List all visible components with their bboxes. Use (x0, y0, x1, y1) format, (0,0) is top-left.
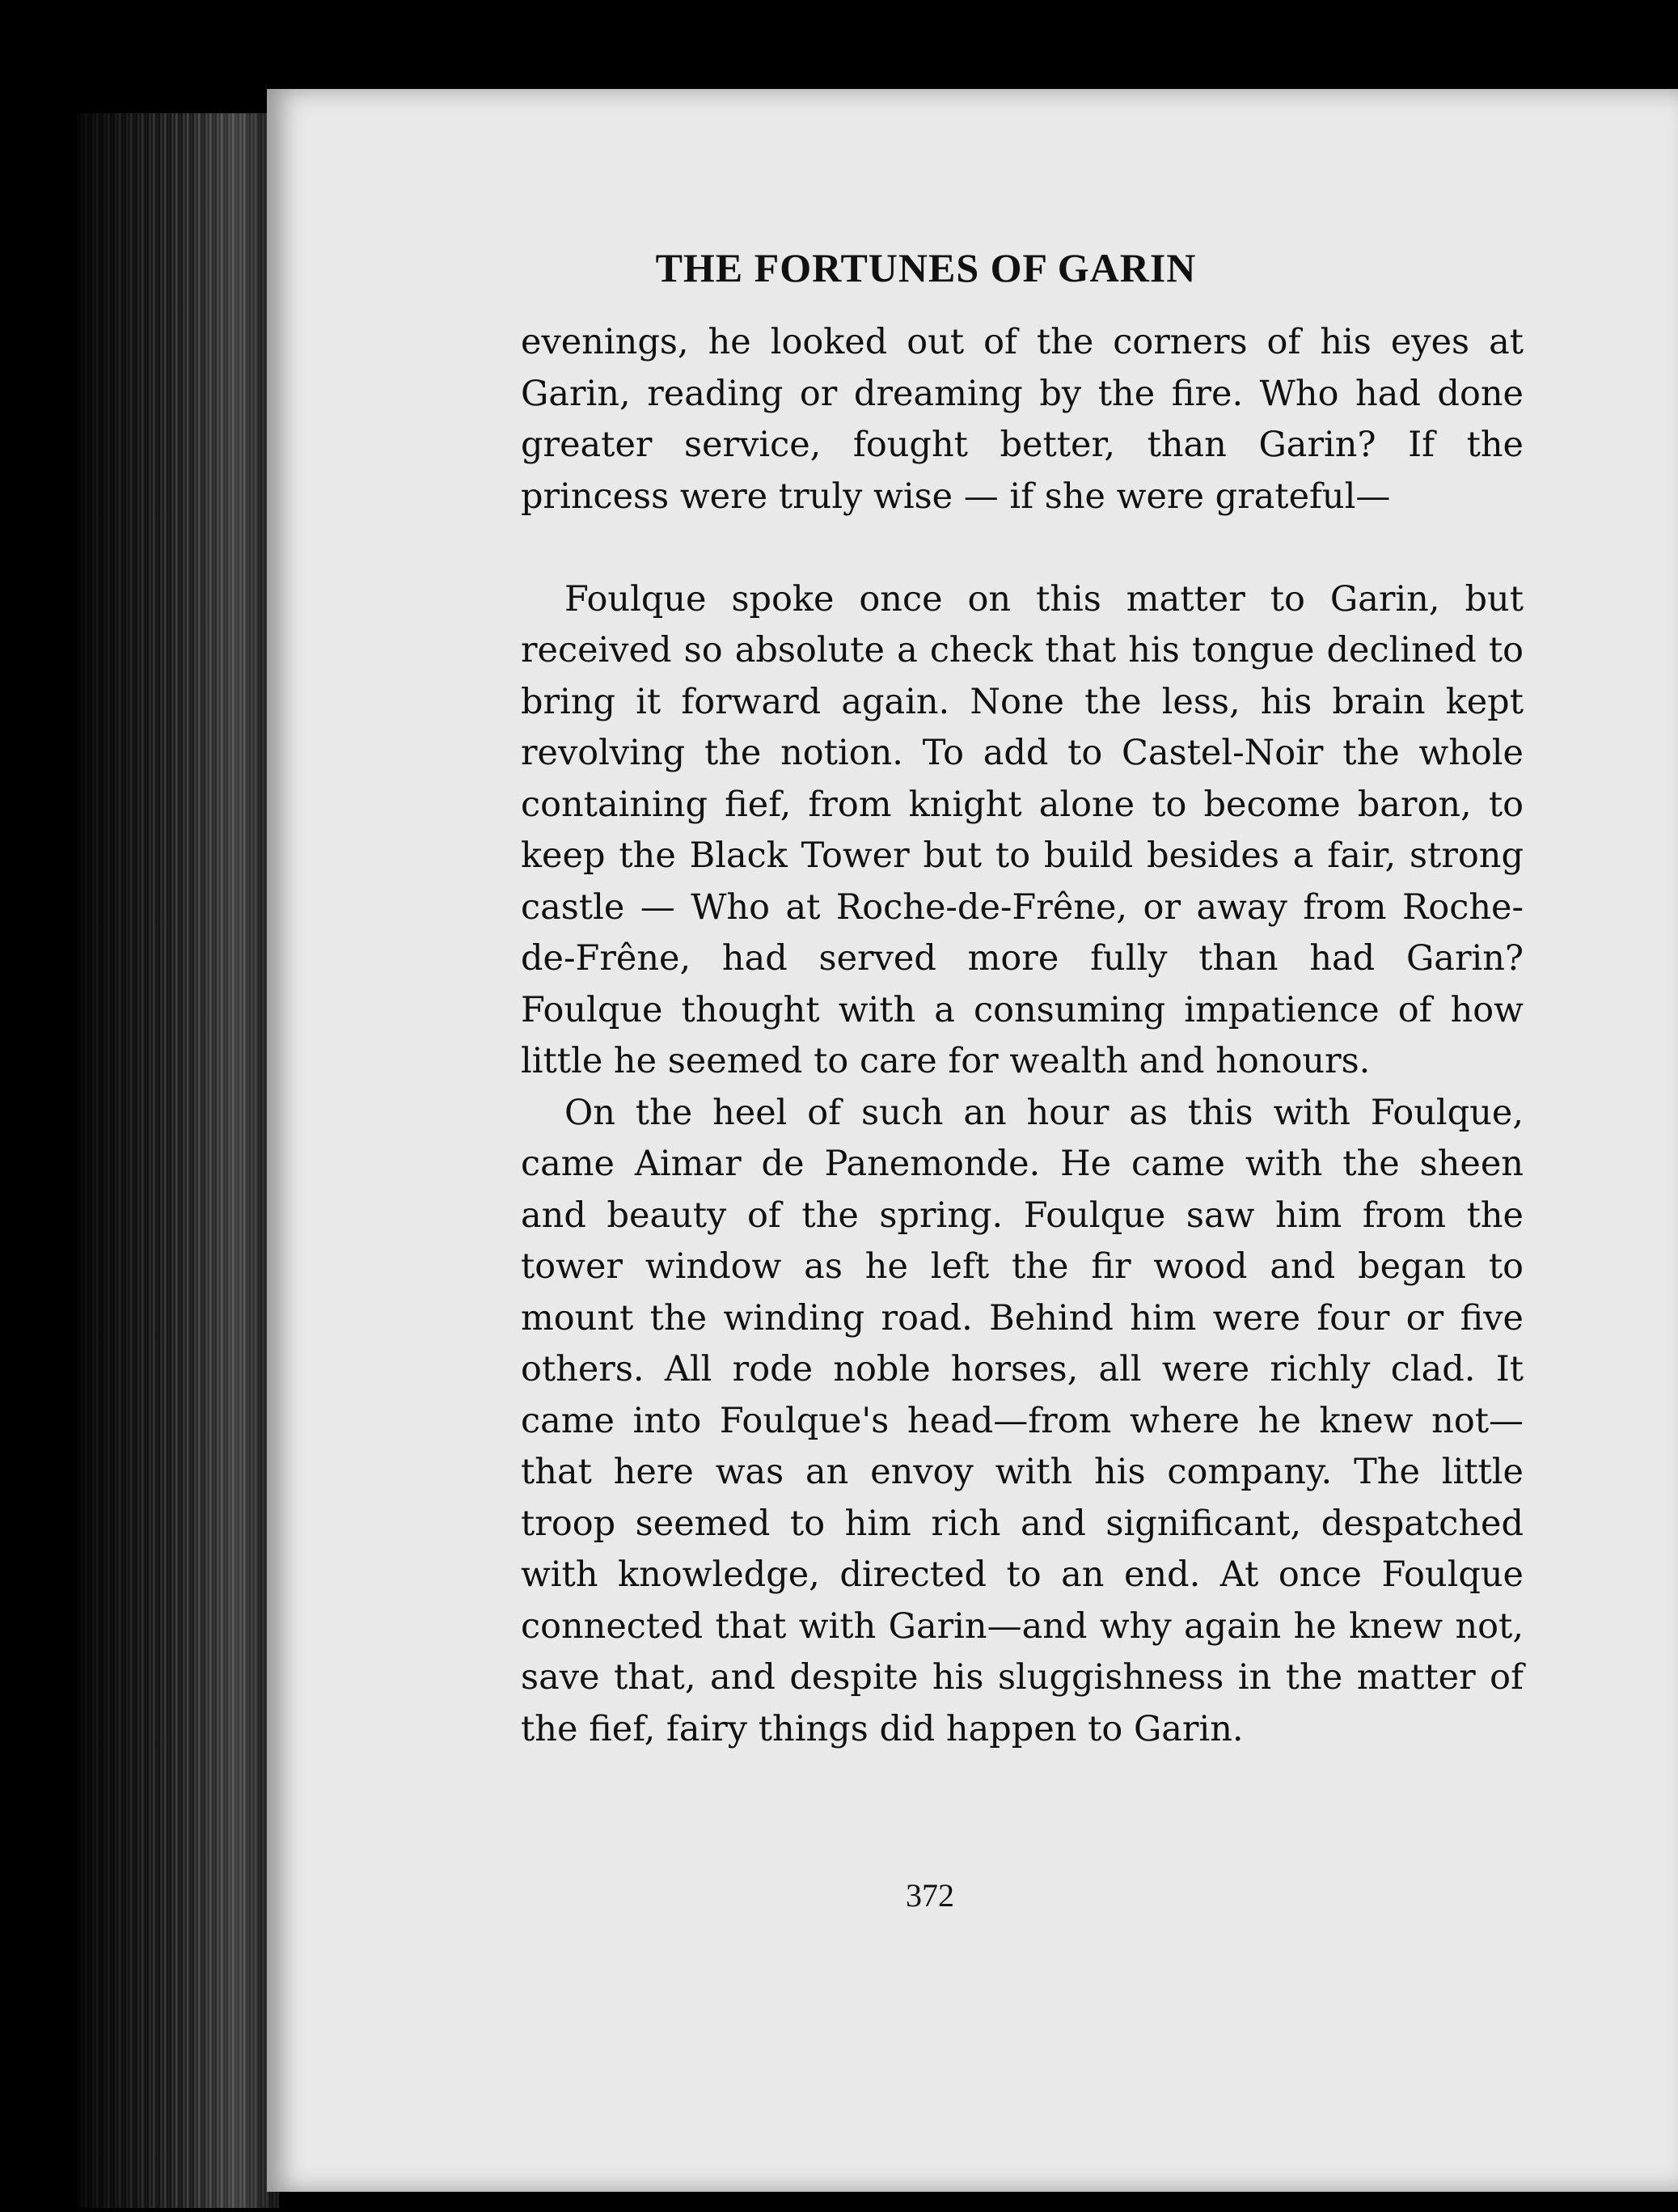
paragraph-continued: evenings, he looked out of the corners of his eyes at Garin, reading or dreaming by the fire. Who had done greater service, fought better, than Garin? If the princess were truly wise — if she were grateful— (521, 322, 1524, 517)
paragraph: Foulque spoke once on this matter to Garin, but received so absolute a check that his tongue declined to bring it forward again. None the less, his brain kept revolving the notion. To add to Castel-Noir the whole containing fief, from knight alone to become baron, to keep the Black Tower but to build besides a fair, strong castle — Who at Roche-de-Frêne, or away from Roche-de-Frêne, had served more fully than had Garin? Foulque thought with a consuming impatience of how little he seemed to care for wealth and honours. (521, 578, 1524, 1081)
page-sheet (267, 89, 1678, 2192)
body-text (521, 317, 1524, 1755)
book-page-edges (77, 113, 279, 2208)
paragraph: On the heel of such an hour as this with Foulque, came Aimar de Panemonde. He came with the sheen and beauty of the spring. Foulque saw him from the tower window as he left the fir wood and began to mount the winding road. Behind him were four or five others. All rode noble horses, all were richly clad. It came into Foulque's head—from where he knew not—that here was an envoy with his company. The little troop seemed to him rich and significant, despatched with knowledge, directed to an end. At once Foulque connected that with Garin—and why again he knew not, save that, and despite his sluggishness in the matter of the fief, fairy things did happen to Garin. (521, 1092, 1524, 1749)
page-number: 372 (906, 1877, 954, 1914)
running-head: THE FORTUNES OF GARIN (655, 245, 1197, 290)
